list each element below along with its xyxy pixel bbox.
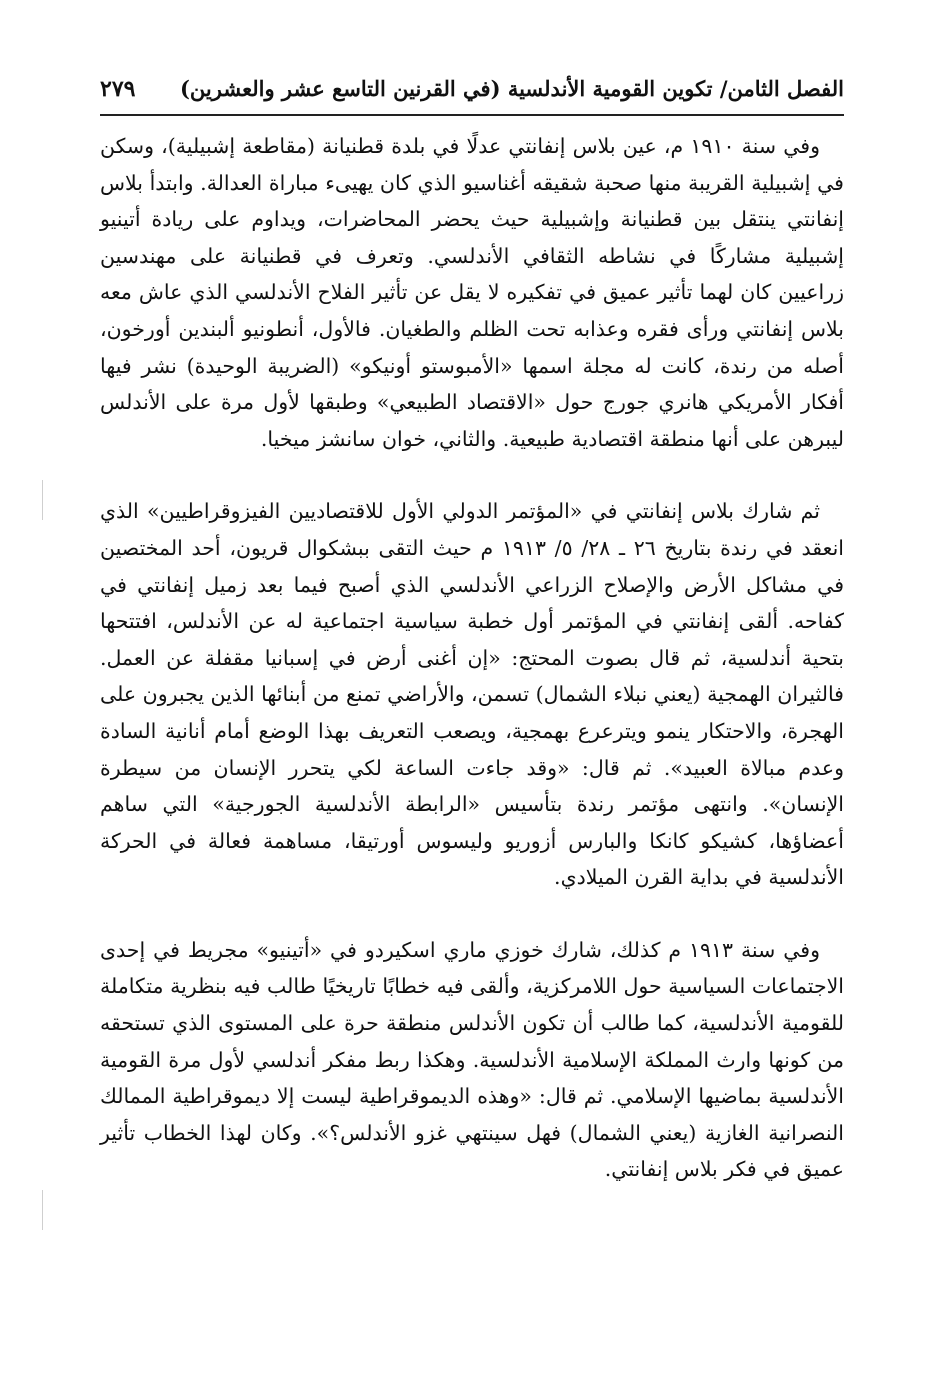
page-number: ٢٧٩ bbox=[100, 76, 136, 102]
page-body bbox=[100, 128, 844, 1188]
paragraph-1: وفي سنة ١٩١٠ م، عين بلاس إنفانتي عدلًا في بلدة قطنيانة (مقاطعة إشبيلية)، وسكن في إشبيلية القريبة منها صحبة شقيقه أغناسيو الذي كان يهيىء مباراة العدالة. وابتدأ بلاس إنفانتي ينتقل بين قطنيانة وإشبيلية حيث يحضر المحاضرات، ويداوم على ريادة أتينيو إشبيلية مشاركًا في نشاطه الثقافي الأندلسي. وتعرف في قطنيانة على مهندسين زراعيين كان لهما تأثير عميق في تفكيره لا يقل عن تأثير الفلاح الأندلسي الذي عاش معه بلاس إنفانتي ورأى فقره وعذابه تحت الظلم والطغيان. فالأول، أنطونيو ألبندين أورخون، أصله من رندة، كانت له مجلة اسمها «الأمبوستو أونيكو» (الضريبة الوحيدة) نشر فيها أفكار الأمريكي هانري جورج حول «الاقتصاد الطبيعي» وطبقها لأول مرة على الأندلس ليبرهن على أنها منطقة اقتصادية طبيعية. والثاني، خوان سانشز ميخيا. bbox=[100, 134, 844, 451]
chapter-title: الفصل الثامن/ تكوين القومية الأندلسية (في القرنين التاسع عشر والعشرين) bbox=[180, 76, 844, 101]
scan-margin-mark bbox=[42, 480, 43, 520]
paragraph-2: ثم شارك بلاس إنفانتي في «المؤتمر الدولي الأول للاقتصاديين الفيزوقراطيين» الذي انعقد في رندة بتاريخ ٢٦ ـ ٢٨/ ٥/ ١٩١٣ م حيث التقى ببشكوال قريون، أحد المختصين في مشاكل الأرض والإصلاح الزراعي الأندلسي الذي أصبح فيما بعد زميل إنفانتي في كفاحه. ألقى إنفانتي في المؤتمر أول خطبة سياسية اجتماعية له عن الأندلس، افتتحها بتحية أندلسية، ثم قال بصوت المحتج: «إن أغنى أرض في إسبانيا مقفلة عن العمل. فالثيران الهمجية (يعني نبلاء الشمال) تسمن، والأراضي تمنع من أبنائها الذين يجبرون على الهجرة، والاحتكار ينمو ويترعرع بهمجية، ويصعب التعريف بهذا الوضع أمام أنانية السادة وعدم مبالاة العبيد». ثم قال: «وقد جاءت الساعة لكي يتحرر الإنسان من سيطرة الإنسان». وانتهى مؤتمر رندة بتأسيس «الرابطة الأندلسية الجورجية» التي ساهم أعضاؤها، كشيكو كانكا والبارس أزوريو وليسوس أورتيقا، مساهمة فعالة في الحركة الأندلسية في بداية القرن الميلادي. bbox=[100, 499, 844, 890]
running-header bbox=[100, 70, 844, 110]
header-rule bbox=[100, 114, 844, 116]
scan-margin-mark bbox=[42, 1190, 43, 1230]
paragraph-3: وفي سنة ١٩١٣ م كذلك، شارك خوزي ماري اسكيردو في «أتينيو» مجريط في إحدى الاجتماعات السياسية حول اللامركزية، وألقى فيه خطابًا تاريخيًا طالب فيه بنظرية متكاملة للقومية الأندلسية، كما طالب أن تكون الأندلس منطقة حرة على المستوى الذي تستحقه من كونها وارث المملكة الإسلامية الأندلسية. وهكذا ربط مفكر أندلسي لأول مرة القومية الأندلسية بماضيها الإسلامي. ثم قال: «وهذه الديموقراطية ليست إلا ديموقراطية الممالك النصرانية الغازية (يعني الشمال) فهل سينتهي غزو الأندلس؟». وكان لهذا الخطاب تأثير عميق في فكر بلاس إنفانتي. bbox=[100, 937, 844, 1182]
